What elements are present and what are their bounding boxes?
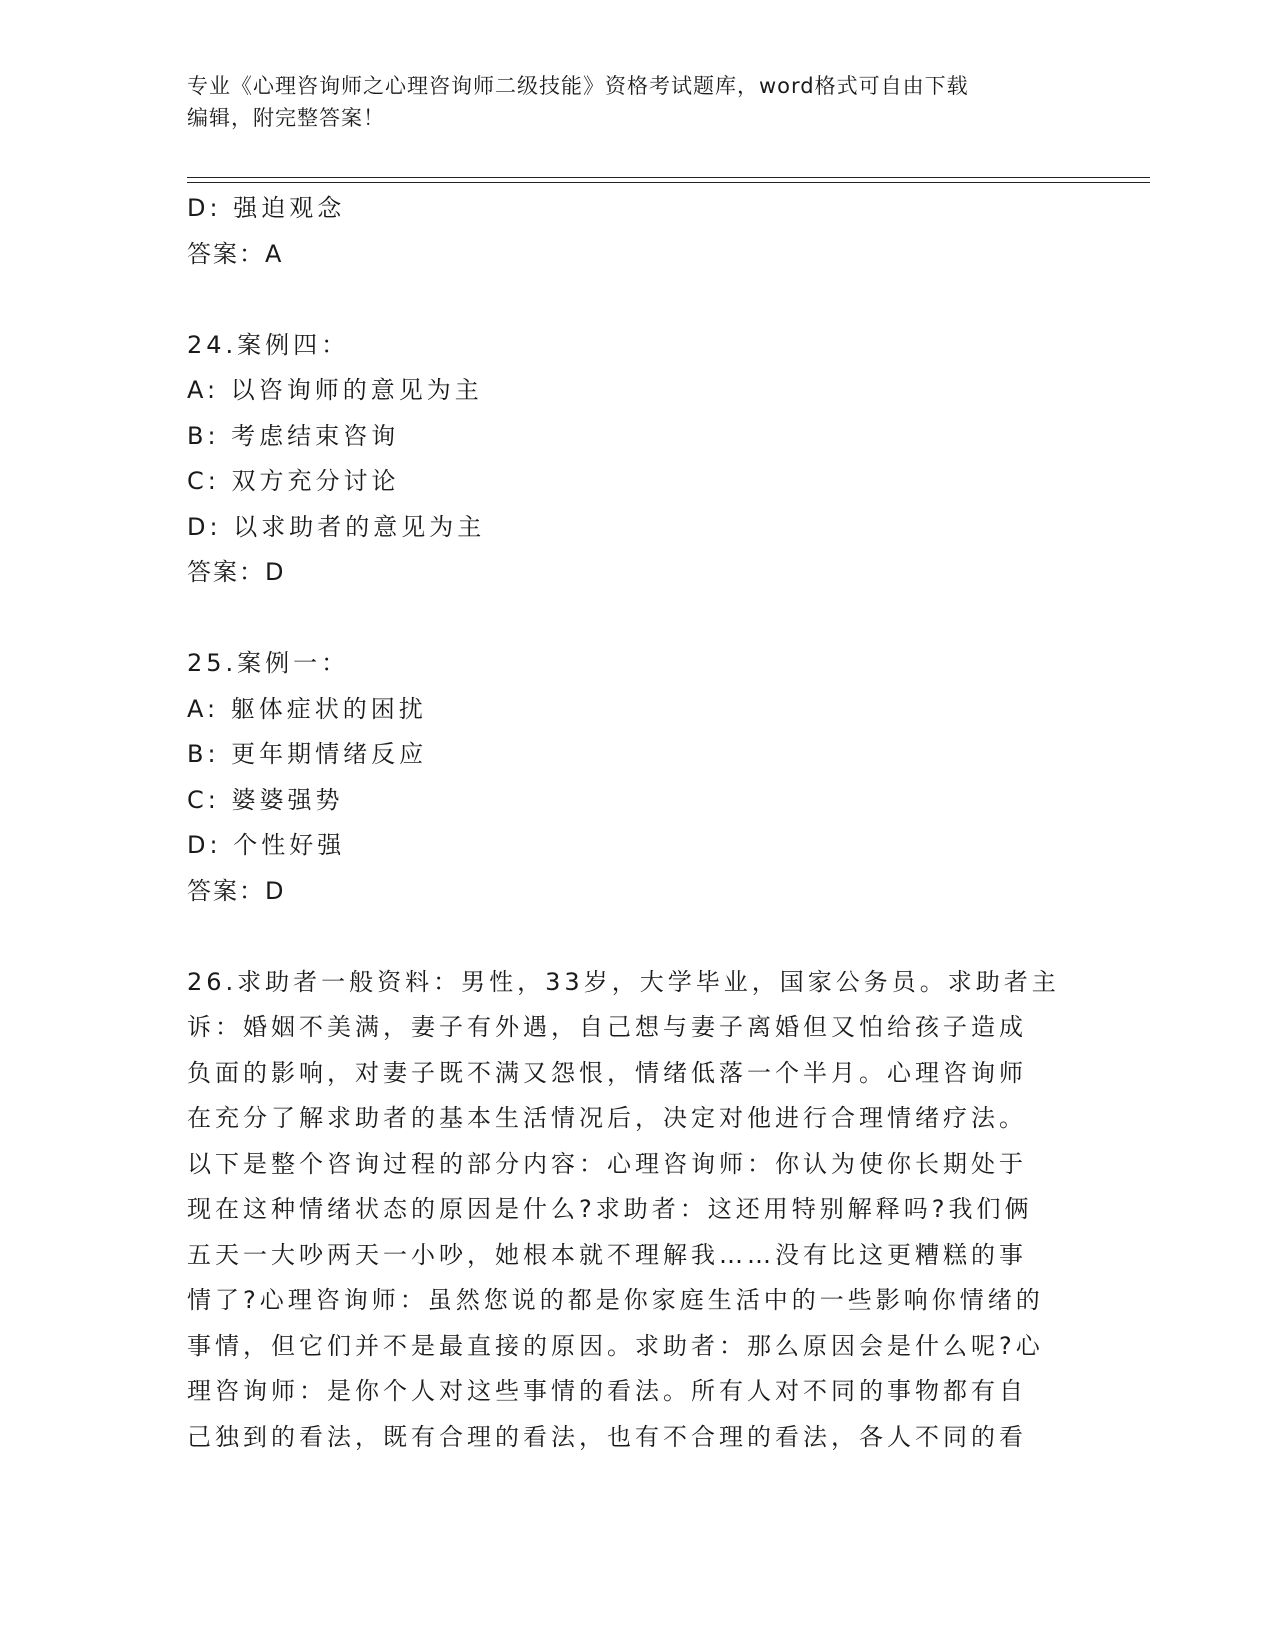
document-header (187, 70, 1087, 134)
q26-line: 以下是整个咨询过程的部分内容：心理咨询师：你认为使你长期处于 (187, 1149, 1027, 1178)
q26-line: 理咨询师：是你个人对这些事情的看法。所有人对不同的事物都有自 (187, 1377, 1027, 1405)
q26-line: 五天一大吵两天一小吵，她根本就不理解我……没有比这更糟糕的事 (187, 1240, 1027, 1269)
q26-line: 现在这种情绪状态的原因是什么?求助者：这还用特别解释吗?我们俩 (187, 1195, 1033, 1223)
q26-line: 在充分了解求助者的基本生活情况后，决定对他进行合理情绪疗法。 (187, 1104, 1027, 1132)
header-line-2: 编辑，附完整答案！ (187, 106, 385, 130)
q24-answer: 答案：D (187, 558, 286, 586)
q25-option-d: D: 个性好强 (187, 831, 346, 859)
prev-option-d: D: 强迫观念 (187, 194, 346, 222)
q25-title: 25.案例一： (187, 649, 350, 677)
header-line-1: 专业《心理咨询师之心理咨询师二级技能》资格考试题库，word格式可自由下载 (187, 74, 969, 98)
q25-option-a: A: 躯体症状的困扰 (187, 694, 427, 723)
header-divider-top (187, 177, 1150, 178)
document-body (187, 186, 1087, 1460)
header-divider-bottom (187, 182, 1150, 183)
spacer (187, 596, 1087, 642)
q26-line: 事情，但它们并不是最直接的原因。求助者：那么原因会是什么呢?心 (187, 1331, 1044, 1360)
q24-option-a: A: 以咨询师的意见为主 (187, 376, 483, 404)
q24-option-d: D: 以求助者的意见为主 (187, 512, 486, 541)
q26-line: 己独到的看法，既有合理的看法，也有不合理的看法，各人不同的看 (187, 1422, 1027, 1451)
spacer (187, 914, 1087, 960)
q26-line: 负面的影响，对妻子既不满又怨恨，情绪低落一个半月。心理咨询师 (187, 1058, 1027, 1087)
spacer (187, 277, 1087, 323)
q25-option-c: C: 婆婆强势 (187, 785, 344, 814)
q26-paragraph (187, 960, 1087, 1461)
q25-option-b: B: 更年期情绪反应 (187, 740, 428, 768)
q24-option-b: B: 考虑结束咨询 (187, 421, 400, 450)
q25-answer: 答案：D (187, 876, 286, 905)
q26-line: 情了?心理咨询师：虽然您说的都是你家庭生活中的一些影响你情绪的 (187, 1286, 1044, 1314)
q24-option-c: C: 双方充分讨论 (187, 467, 400, 495)
q24-title: 24.案例四： (187, 330, 350, 359)
q26-line: 诉：婚姻不美满，妻子有外遇，自己想与妻子离婚但又怕给孩子造成 (187, 1013, 1027, 1041)
prev-answer: 答案：A (187, 239, 284, 268)
q26-line: 26.求助者一般资料：男性，33岁，大学毕业，国家公务员。求助者主 (187, 967, 1060, 996)
